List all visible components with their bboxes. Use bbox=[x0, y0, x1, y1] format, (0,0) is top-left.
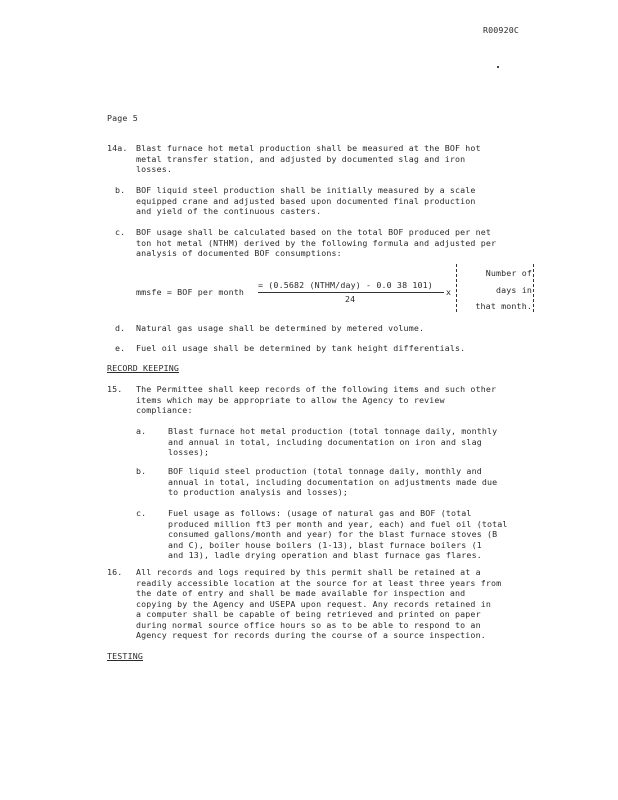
formula-times: x bbox=[446, 287, 452, 297]
item-number: 14a. bbox=[107, 143, 128, 153]
subitem-letter: b. bbox=[136, 466, 147, 476]
text-line: during normal source office hours so as to be able to respond to an bbox=[136, 619, 481, 630]
text-line: produced million ft3 per month and year, each) and fuel oil (total bbox=[168, 518, 508, 529]
text-line: the date of entry and shall be made available for inspection and bbox=[136, 588, 466, 598]
text-line: Blast furnace hot metal production (total tonnage daily, monthly bbox=[168, 426, 498, 436]
text-line: annual in total, including documentation on adjustments made due bbox=[168, 476, 498, 487]
paragraph bbox=[136, 384, 496, 416]
paragraph bbox=[136, 185, 476, 217]
paragraph bbox=[136, 567, 501, 641]
paragraph bbox=[168, 508, 508, 561]
page-number: Page 5 bbox=[107, 113, 138, 123]
text-line: analysis of documented BOF consumptions: bbox=[136, 248, 342, 258]
item-number: b. bbox=[115, 185, 126, 195]
formula-lhs: mmsfe = BOF per month bbox=[136, 287, 245, 297]
paragraph bbox=[136, 143, 481, 175]
text-line: BOF usage shall be calculated based on the total BOF produced per net bbox=[136, 227, 492, 237]
text-line: BOF liquid steel production (total tonnage daily, monthly and bbox=[168, 466, 482, 476]
text-line: that month. bbox=[475, 301, 532, 311]
text-line: Agency request for records during the course of a source inspection. bbox=[136, 630, 486, 640]
scan-speck bbox=[497, 66, 499, 68]
text-line: to production analysis and losses); bbox=[168, 487, 349, 497]
left-bracket bbox=[456, 264, 460, 312]
text-line: and annual in total, including documentation on iron and slag bbox=[168, 436, 482, 447]
item-number: c. bbox=[115, 227, 126, 237]
text-line: losses. bbox=[136, 164, 173, 174]
text-line: and 13), ladle drying operation and blast furnace gas flares. bbox=[168, 550, 482, 560]
formula-rhs bbox=[470, 268, 532, 312]
text-line: All records and logs required by this permit shall be retained at a bbox=[136, 567, 481, 577]
text-line: a computer shall be capable of being retrieved and printed on paper bbox=[136, 609, 481, 619]
text-line: ton hot metal (NTHM) derived by the following formula and adjusted per bbox=[136, 237, 497, 248]
item-number: d. bbox=[115, 323, 126, 333]
text-line: Blast furnace hot metal production shall be measured at the BOF hot bbox=[136, 143, 481, 153]
text-line: The Permittee shall keep records of the following items and such other bbox=[136, 384, 497, 394]
text-line: and C), boiler house boilers (1-13), blast furnace boilers (1 bbox=[168, 539, 482, 550]
text-line: compliance: bbox=[136, 405, 193, 415]
subitem-letter: c. bbox=[136, 508, 147, 518]
text-line: Natural gas usage shall be determined by metered volume. bbox=[136, 323, 425, 333]
formula-numerator: = (0.5682 (NTHM/day) - 0.0 38 101) bbox=[258, 280, 433, 290]
document-id: R00920C bbox=[483, 25, 520, 35]
item-number: 15. bbox=[107, 384, 123, 394]
section-heading-recordkeeping: RECORD KEEPING bbox=[107, 363, 180, 373]
text-line: equipped crane and adjusted based upon documented final production bbox=[136, 195, 476, 206]
item-number: e. bbox=[115, 343, 126, 353]
subitem-letter: a. bbox=[136, 426, 147, 436]
text-line: BOF liquid steel production shall be initially measured by a scale bbox=[136, 185, 476, 195]
section-heading-testing: TESTING bbox=[107, 651, 144, 661]
text-line: days in bbox=[495, 284, 532, 295]
text-line: Fuel usage as follows: (usage of natural gas and BOF (total bbox=[168, 508, 472, 518]
formula-denominator: 24 bbox=[345, 294, 356, 304]
paragraph bbox=[136, 227, 496, 259]
paragraph bbox=[168, 426, 497, 458]
fraction-bar bbox=[258, 292, 444, 293]
text-line: losses); bbox=[168, 447, 210, 457]
text-line: metal transfer station, and adjusted by documented slag and iron bbox=[136, 153, 466, 164]
text-line: readily accessible location at the source for at least three years from bbox=[136, 577, 502, 588]
item-number: 16. bbox=[107, 567, 123, 577]
paragraph bbox=[168, 466, 497, 498]
text-line: items which may be appropriate to allow the Agency to review bbox=[136, 394, 445, 405]
text-line: Fuel oil usage shall be determined by tank height differentials. bbox=[136, 343, 466, 353]
text-line: Number of bbox=[485, 268, 532, 278]
text-line: consumed gallons/month and year) for the blast furnace stoves (B bbox=[168, 529, 498, 539]
text-line: and yield of the continuous casters. bbox=[136, 206, 322, 216]
text-line: copying by the Agency and USEPA upon request. Any records retained in bbox=[136, 598, 492, 609]
